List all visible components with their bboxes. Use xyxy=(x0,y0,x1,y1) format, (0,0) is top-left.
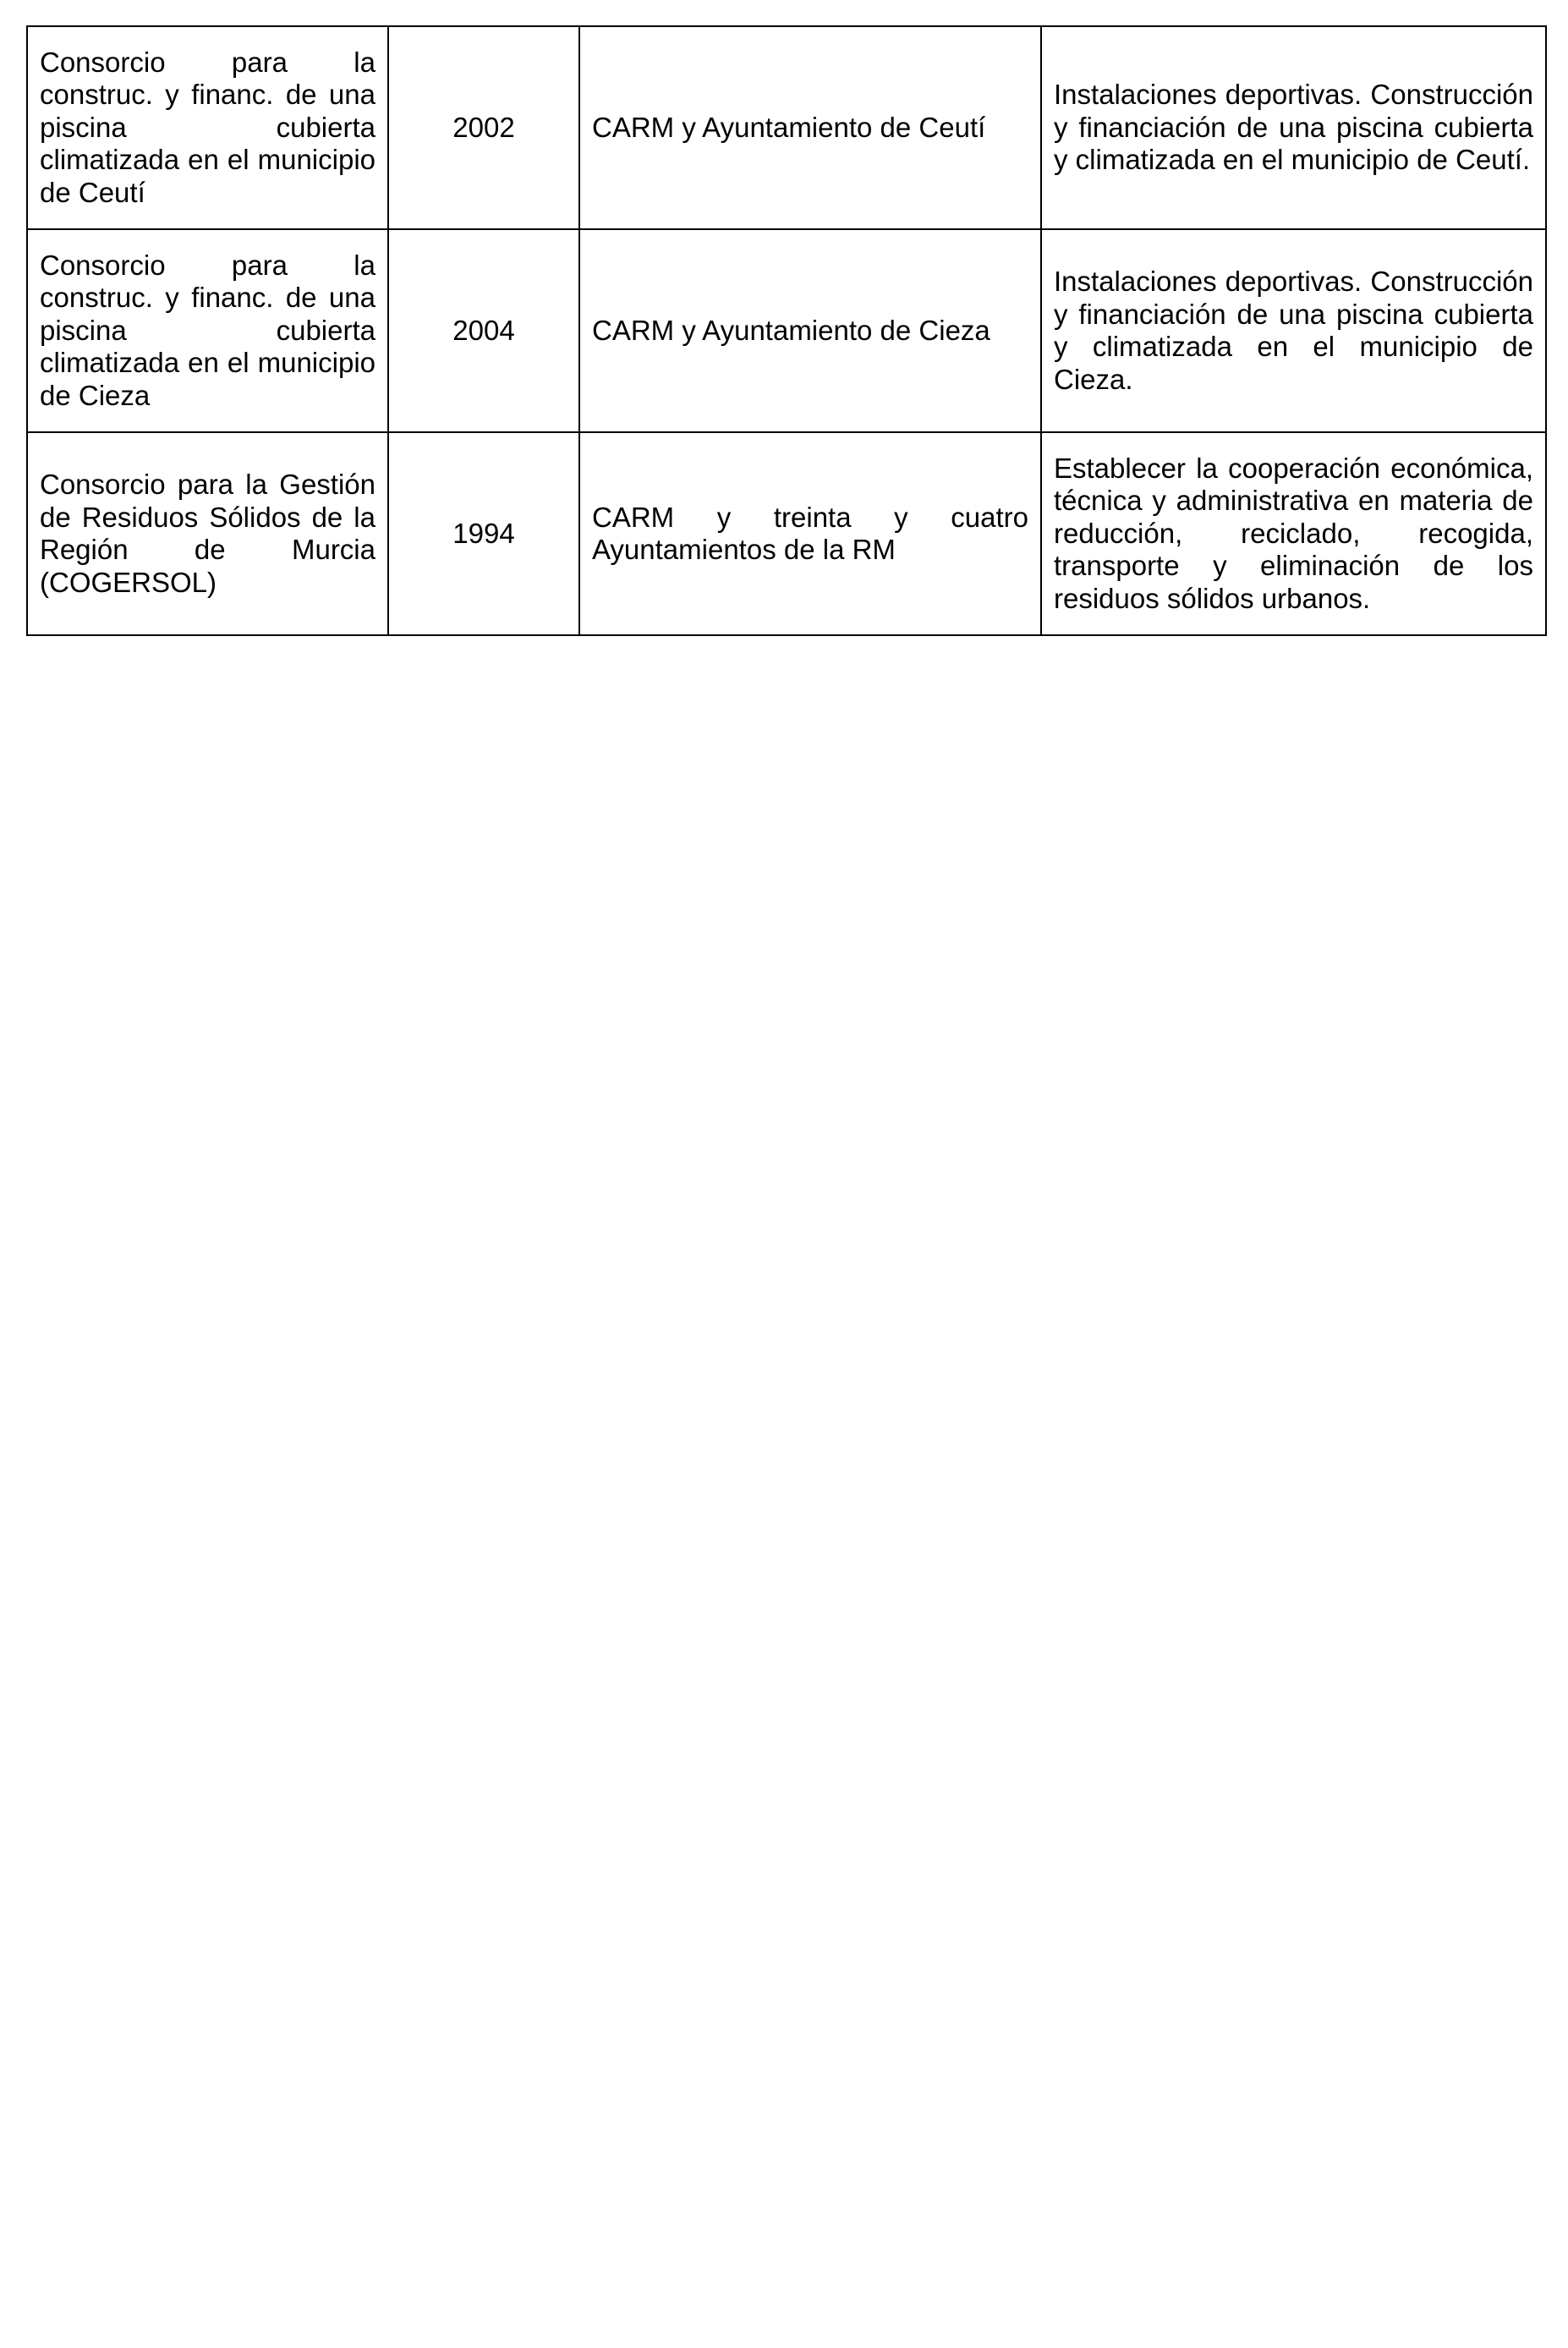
members-cell: CARM y Ayuntamiento de Ceutí xyxy=(579,26,1041,229)
table-row xyxy=(27,26,1546,229)
consortia-table xyxy=(26,25,1547,636)
members-cell: CARM y Ayuntamiento de Cieza xyxy=(579,229,1041,432)
purpose-cell: Instalaciones deportivas. Construcción y financiación de una piscina cubierta y climatizada en el municipio de Ceutí. xyxy=(1041,26,1546,229)
table-row xyxy=(27,432,1546,635)
table-row xyxy=(27,229,1546,432)
year-cell: 2002 xyxy=(388,26,579,229)
consortium-name-cell: Consorcio para la Gestión de Residuos Sólidos de la Región de Murcia (COGERSOL) xyxy=(27,432,388,635)
year-cell: 1994 xyxy=(388,432,579,635)
purpose-cell: Establecer la cooperación económica, técnica y administrativa en materia de reducción, reciclado, recogida, transporte y eliminación de los residuos sólidos urbanos. xyxy=(1041,432,1546,635)
consortium-name-cell: Consorcio para la construc. y financ. de una piscina cubierta climatizada en el municipio de Cieza xyxy=(27,229,388,432)
consortium-name-cell: Consorcio para la construc. y financ. de una piscina cubierta climatizada en el municipio de Ceutí xyxy=(27,26,388,229)
year-cell: 2004 xyxy=(388,229,579,432)
purpose-cell: Instalaciones deportivas. Construcción y financiación de una piscina cubierta y climatizada en el municipio de Cieza. xyxy=(1041,229,1546,432)
members-cell: CARM y treinta y cuatro Ayuntamientos de la RM xyxy=(579,432,1041,635)
